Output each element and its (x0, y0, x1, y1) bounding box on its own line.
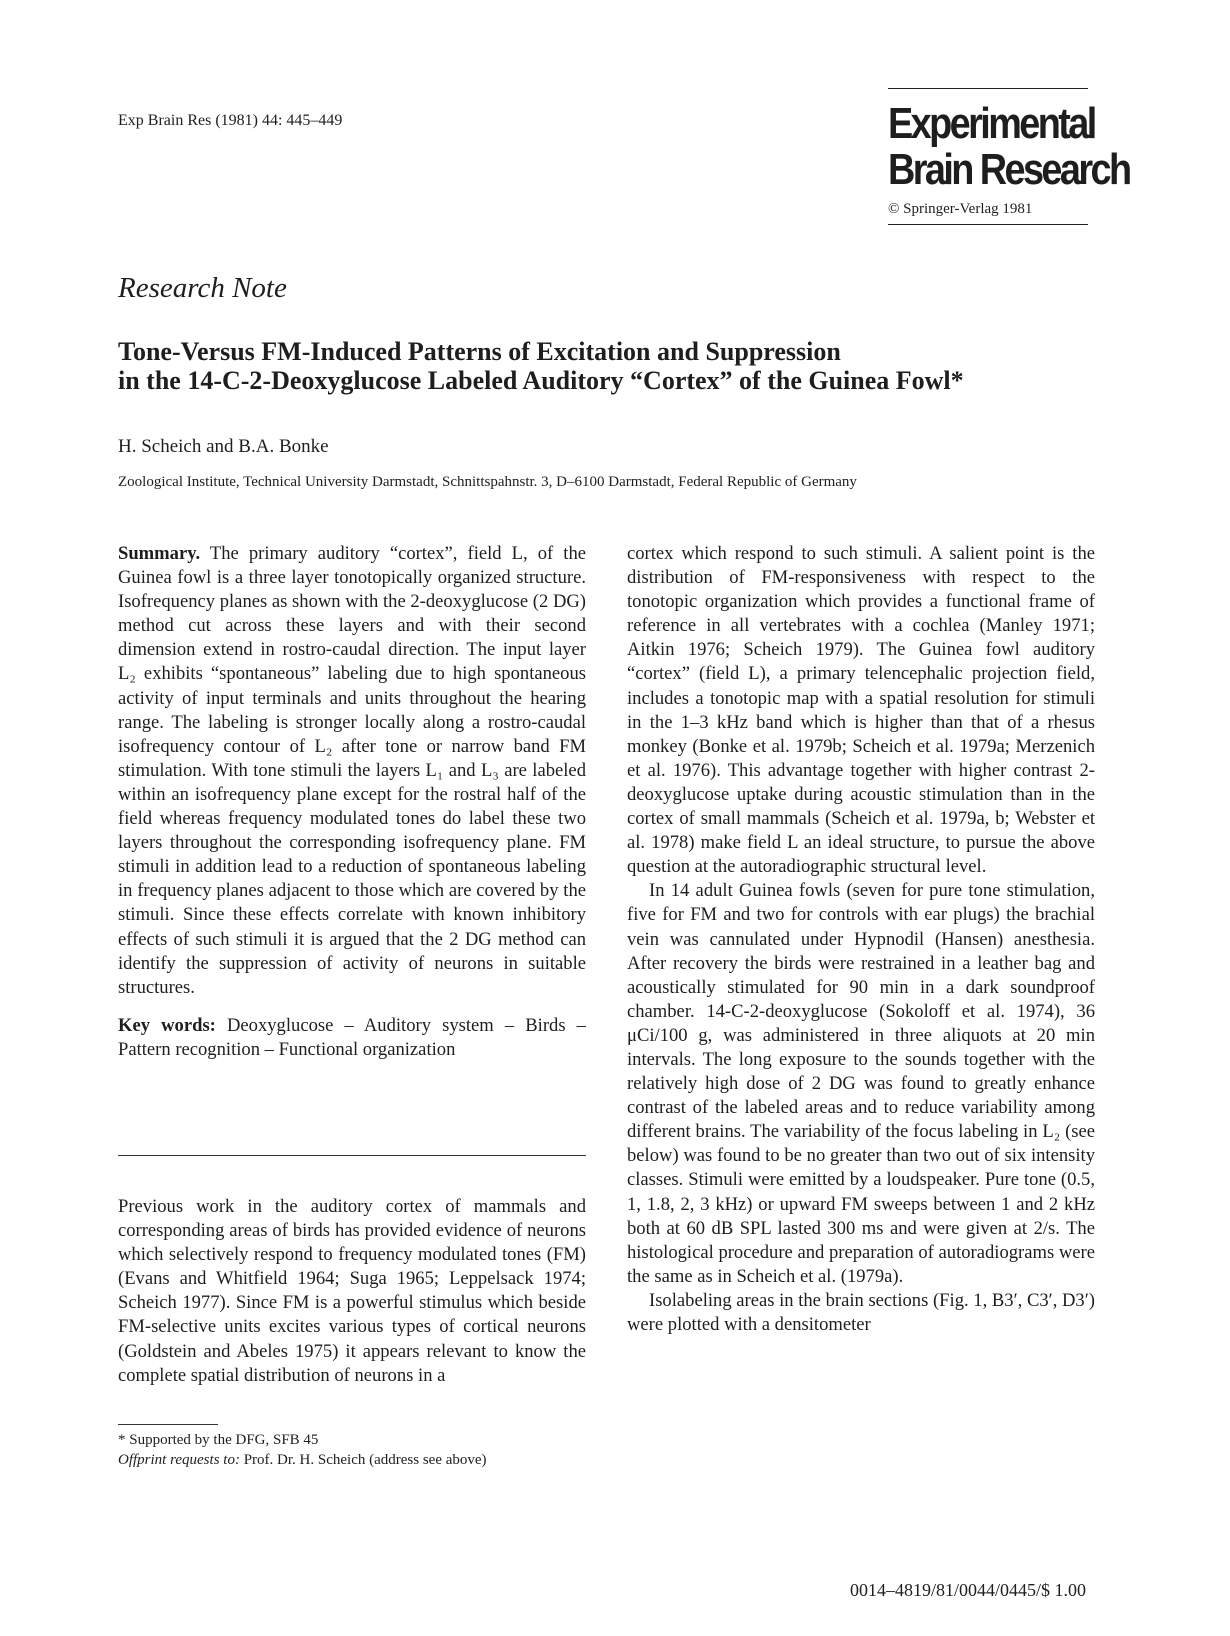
footnotes (118, 1430, 487, 1470)
footnote-offprint (118, 1450, 487, 1470)
offprint-text: Prof. Dr. H. Scheich (address see above) (239, 1452, 487, 1468)
article-title (118, 337, 1118, 395)
title-line-2: in the 14-C-2-Deoxyglucose Labeled Auditory “Cortex” of the Guinea Fowl* (118, 366, 964, 395)
journal-masthead (888, 88, 1130, 225)
masthead-top-rule (888, 88, 1088, 89)
publisher-copyright: © Springer-Verlag 1981 (888, 201, 1033, 217)
keywords-text: Deoxyglucose – Auditory system – Birds – Pattern recognition – Functional organization (118, 1014, 586, 1060)
right-column (627, 542, 1095, 1337)
footnote-funding: * Supported by the DFG, SFB 45 (118, 1432, 319, 1448)
masthead-bottom-rule (888, 224, 1088, 225)
abstract-separator (118, 1155, 586, 1156)
keywords-lead: Key words: (118, 1014, 216, 1036)
summary-lead: Summary. (118, 543, 201, 564)
offprint-lead: Offprint requests to: (118, 1452, 240, 1468)
author-affiliation: Zoological Institute, Technical University Darmstadt, Schnittspahnstr. 3, D–6100 Darmstadt, Federal Republic of Germany (118, 474, 857, 490)
body-paragraph-3: Isolabeling areas in the brain sections (Fig. 1, B3′, C3′, D3′) were plotted with a densitometer (627, 1289, 1095, 1335)
body-paragraph-2: In 14 adult Guinea fowls (seven for pure tone stimulation, five for FM and two for controls with ear plugs) the brachial vein was cannulated under Hypnodil (Hansen) anesthesia. After recovery the birds were restrained in a leather bag and acoustically stimulated for 90 min in a dark soundproof chamber. 14-C-2-deoxyglucose (Sokoloff et al. 1974), 36 μCi/100 g, was administered in three aliquots at 20 min intervals. The long exposure to the sounds together with the relatively high dose of 2 DG was found to greatly enhance contrast of the labeled areas and to reduce variability among different brains. The variability of the focus labeling in L₂ (see below) was found to be no greater than two out of six intensity classes. Stimuli were emitted by a loudspeaker. Pure tone (0.5, 1, 1.8, 2, 3 kHz) or upward FM sweeps between 1 and 2 kHz both at 60 dB SPL lasted 300 ms and were given at 2/s. The histological procedure and preparation of autoradiograms were the same as in Scheich et al. (1979a). (627, 880, 1095, 1287)
summary-text: The primary auditory “cortex”, field L, of the Guinea fowl is a three layer tonotopically organized structure. Isofrequency planes as shown with the 2-deoxyglucose (2 DG) method cut across these layers and with their second dimension extend in rostro-caudal direction. The input layer L₂ exhibits “spontaneous” labeling due to high spontaneous activity of input terminals and units throughout the hearing range. The labeling is stronger locally along a rostro-caudal isofrequency contour of L₂ after tone or narrow band FM stimulation. With tone stimuli the layers L₁ and L₃ are labeled within an isofrequency plane except for the rostral half of the field whereas frequency modulated tones do label these two layers throughout the corresponding isofrequency plane. FM stimuli in addition lead to a reduction of spontaneous labeling in frequency planes adjacent to those which are covered by the stimuli. Since these effects correlate with known inhibitory effects of such stimuli it is argued that the 2 DG method can identify the suppression of activity of neurons in suitable structures. (118, 543, 586, 998)
footnote-rule (118, 1424, 218, 1425)
intro-paragraph: Previous work in the auditory cortex of mammals and corresponding areas of birds has provided evidence of neurons which selectively respond to frequency modulated tones (FM) (Evans and Whitfield 1964; Suga 1965; Leppelsack 1974; Scheich 1977). Since FM is a powerful stimulus which beside FM-selective units excites various types of cortical neurons (Goldstein and Abeles 1975) it appears relevant to know the complete spatial distribution of neurons in a (118, 1196, 586, 1386)
summary-paragraph (118, 542, 586, 1000)
section-label: Research Note (118, 272, 287, 304)
title-line-1: Tone-Versus FM-Induced Patterns of Excitation and Suppression (118, 337, 841, 366)
journal-citation: Exp Brain Res (1981) 44: 445–449 (118, 112, 343, 129)
keywords-paragraph (118, 1014, 586, 1062)
author-list: H. Scheich and B.A. Bonke (118, 436, 329, 457)
body-paragraph-1: cortex which respond to such stimuli. A salient point is the distribution of FM-responsiveness with respect to the tonotopic organization which provides a functional frame of reference in all vertebrates with a cochlea (Manley 1971; Aitkin 1976; Scheich 1979). The Guinea fowl auditory “cortex” (field L), a primary telencephalic projection field, includes a tonotopic map with a spatial resolution for stimuli in the 1–3 kHz band which is higher than that of a rhesus monkey (Bonke et al. 1979b; Scheich et al. 1979a; Merzenich et al. 1976). This advantage together with higher contrast 2-deoxyglucose uptake during acoustic stimulation than in the cortex of small mammals (Scheich et al. 1979a, b; Webster et al. 1978) make field L an ideal structure, to pursue the above question at the autoradiographic structural level. (627, 543, 1095, 878)
journal-name-line1: Experimental (888, 99, 1095, 148)
journal-name-line2: Brain Research (888, 145, 1130, 194)
left-column (118, 542, 586, 1062)
issn-code: 0014–4819/81/0044/0445/$ 1.00 (850, 1580, 1087, 1600)
